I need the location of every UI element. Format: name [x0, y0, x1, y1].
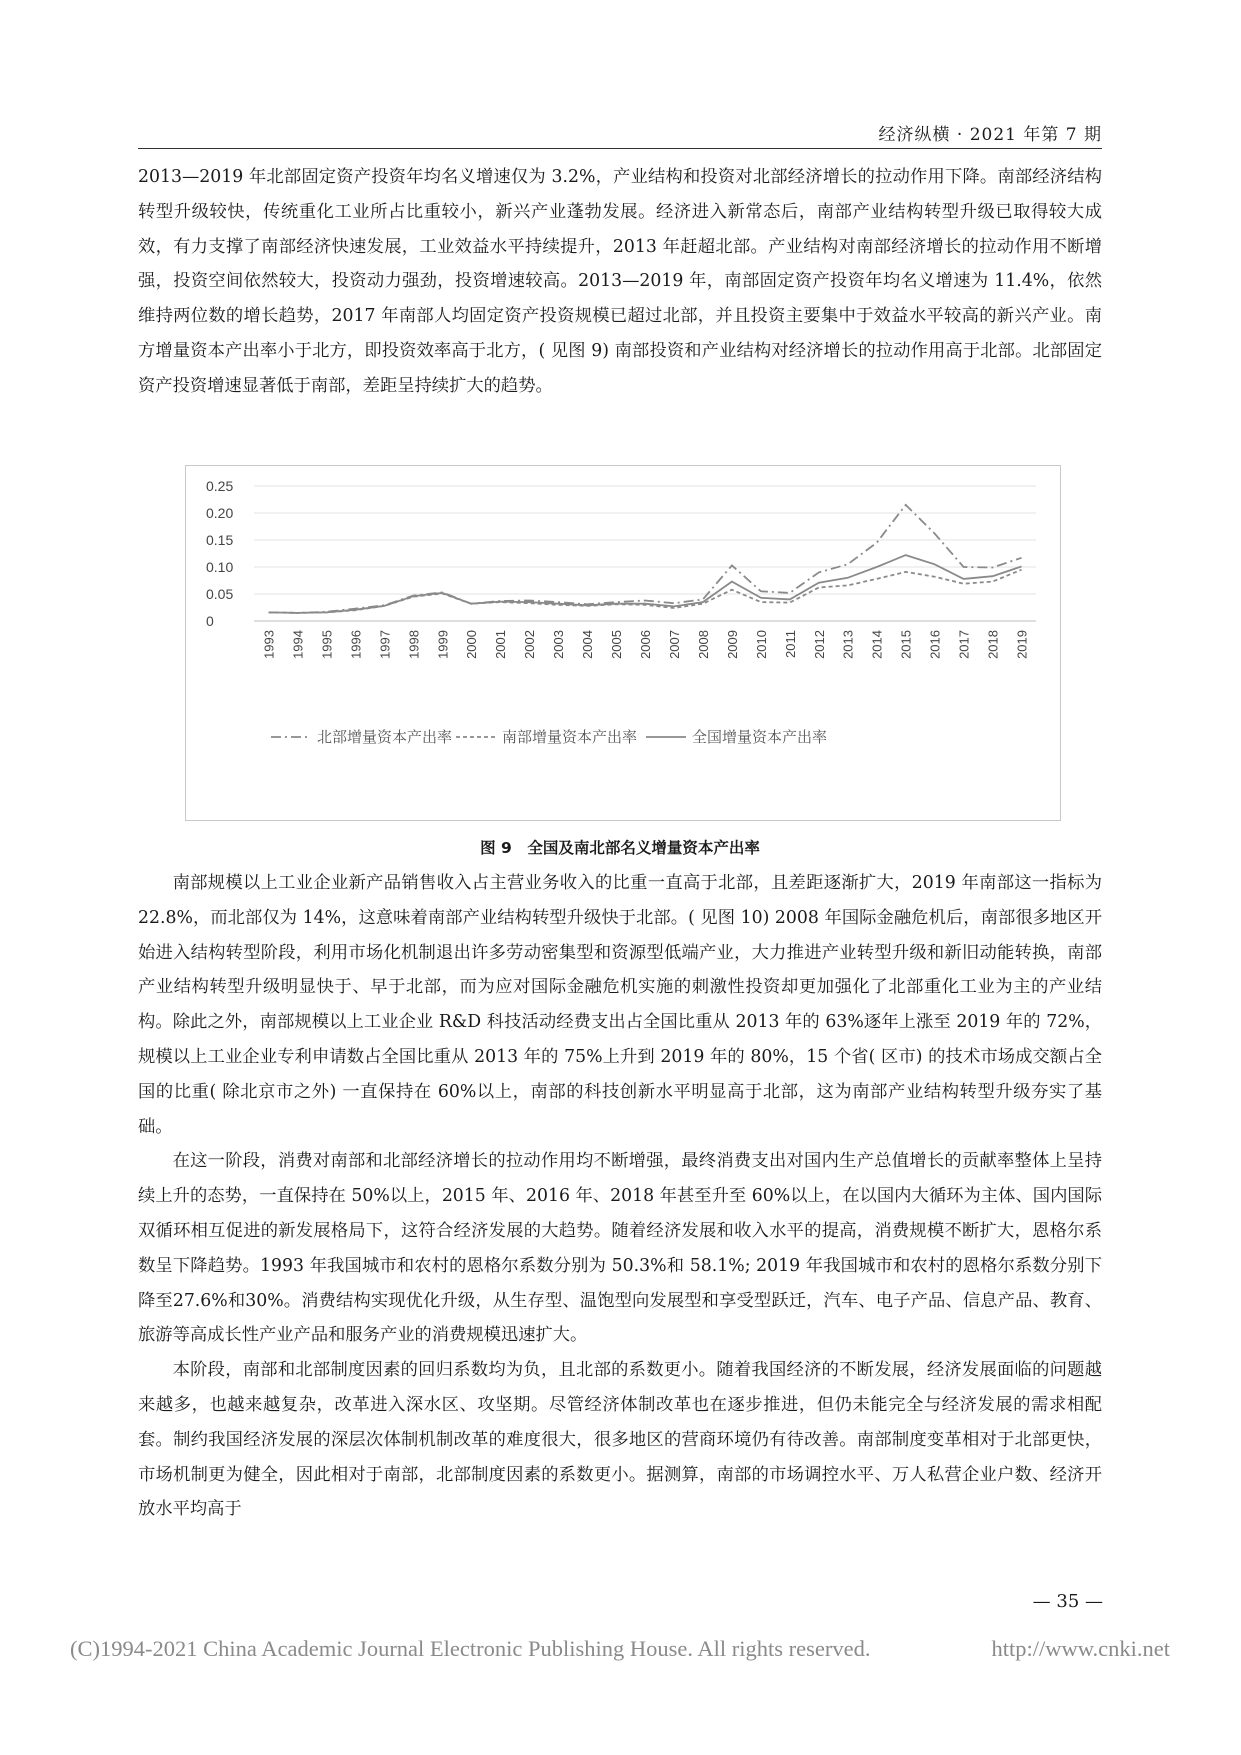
- y-tick-label: 0.25: [206, 478, 234, 494]
- legend-label: 全国增量资本产出率: [692, 729, 828, 746]
- x-tick-label: 1995: [319, 630, 335, 659]
- y-tick-label: 0.15: [206, 532, 234, 548]
- series-line-1: [269, 505, 1022, 613]
- x-axis-ticks: [261, 630, 1029, 659]
- x-tick-label: 2012: [811, 630, 827, 659]
- x-tick-label: 1993: [261, 630, 277, 659]
- page-header: [138, 108, 1102, 149]
- y-axis-ticks: [206, 478, 233, 629]
- paragraph: 2013—2019 年北部固定资产投资年均名义增速仅为 3.2%，产业结构和投资对北部经济增长的拉动作用下降。南部经济结构转型升级较快，传统重化工业所占比重较小，新兴产业蓬勃发展。经济进入新常态后，南部产业结构转型升级已取得较大成效，有力支撑了南部经济快速发展，工业效益水平持续提升，2013 年赶超北部。产业结构对南部经济增长的拉动作用不断增强，投资空间依然较大，投资动力强劲，投资增速较高。2013—2019 年，南部固定资产投资年均名义增速为 11.4%，依然维持两位数的增长趋势，2017 年南部人均固定资产投资规模已超过北部，并且投资主要集中于效益水平较高的新兴产业。南方增量资本产出率小于北方，即投资效率高于北方，( 见图 9) 南部投资和产业结构对经济增长的拉动作用高于北部。北部固定资产投资增速显著低于南部，差距呈持续扩大的趋势。: [138, 167, 1102, 396]
- footer-url: http://www.cnki.net: [991, 1636, 1170, 1661]
- x-tick-label: 2006: [638, 630, 653, 659]
- series-line-3: [269, 555, 1022, 613]
- x-tick-label: 2005: [609, 630, 625, 659]
- y-tick-label: 0.10: [206, 559, 234, 575]
- figure-9-chart: [185, 465, 1061, 821]
- journal-title: 经济纵横 · 2021 年第 7 期: [878, 125, 1102, 145]
- article-body-bottom: [138, 866, 1102, 1527]
- paragraph: 本阶段，南部和北部制度因素的回归系数均为负，且北部的系数更小。随着我国经济的不断发展，经济发展面临的问题越来越多，也越来越复杂，改革进入深水区、攻坚期。尽管经济体制改革也在逐步推进，但仍未能完全与经济发展的需求相配套。制约我国经济发展的深层次体制机制改革的难度很大，很多地区的营商环境仍有待改善。南部制度变革相对于北部更快，市场机制更为健全，因此相对于南部，北部制度因素的系数更小。据测算，南部的市场调控水平、万人私营企业户数、经济开放水平均高于: [138, 1360, 1102, 1520]
- chart-legend: [271, 729, 827, 746]
- x-tick-label: 2011: [782, 630, 798, 658]
- x-tick-label: 2000: [464, 630, 480, 659]
- x-tick-label: 2013: [840, 630, 856, 659]
- x-tick-label: 2019: [1014, 630, 1030, 659]
- x-tick-label: 2009: [724, 630, 740, 659]
- article-body-top: [138, 160, 1102, 404]
- x-tick-label: 2002: [522, 630, 538, 659]
- x-tick-label: 2001: [493, 630, 509, 659]
- x-tick-label: 2015: [898, 630, 914, 659]
- x-tick-label: 2018: [985, 630, 1001, 659]
- y-tick-label: 0: [206, 613, 214, 629]
- x-tick-label: 1996: [348, 630, 364, 659]
- paragraph: 在这一阶段，消费对南部和北部经济增长的拉动作用均不断增强，最终消费支出对国内生产总值增长的贡献率整体上呈持续上升的态势，一直保持在 50%以上，2015 年、2016 年、2018 年甚至升至 60%以上，在以国内大循环为主体、国内国际双循环相互促进的新发展格局下，这符合经济发展的大趋势。随着经济发展和收入水平的提高，消费规模不断扩大，恩格尔系数呈下降趋势。1993 年我国城市和农村的恩格尔系数分别为 50.3%和 58.1%; 2019 年我国城市和农村的恩格尔系数分别下降至27.6%和30%。消费结构实现优化升级，从生存型、温饱型向发展型和享受型跃迁，汽车、电子产品、信息产品、教育、旅游等高成长性产业产品和服务产业的消费规模迅速扩大。: [138, 1151, 1102, 1346]
- x-tick-label: 2017: [956, 630, 972, 659]
- x-tick-label: 2008: [695, 630, 711, 659]
- x-tick-label: 1998: [406, 630, 422, 659]
- figure-caption: 图 9 全国及南北部名义增量资本产出率: [480, 839, 760, 857]
- x-tick-label: 2007: [666, 630, 682, 659]
- x-tick-label: 2016: [927, 630, 943, 659]
- x-tick-label: 2004: [580, 630, 596, 659]
- x-tick-label: 2014: [869, 630, 885, 659]
- paragraph: 南部规模以上工业企业新产品销售收入占主营业务收入的比重一直高于北部，且差距逐渐扩大，2019 年南部这一指标为 22.8%，而北部仅为 14%，这意味着南部产业结构转型升级快于北部。( 见图 10) 2008 年国际金融危机后，南部很多地区开始进入结构转型阶段，利用市场化机制退出许多劳动密集型和资源型低端产业，大力推进产业转型升级和新旧动能转换，南部产业结构转型升级明显快于、早于北部，而为应对国际金融危机实施的刺激性投资却更加强化了北部重化工业为主的产业结构。除此之外，南部规模以上工业企业 R&D 科技活动经费支出占全国比重从 2013 年的 63%逐年上涨至 2019 年的 72%，规模以上工业企业专利申请数占全国比重从 2013 年的 75%上升到 2019 年的 80%，15 个省( 区市) 的技术市场成交额占全国的比重( 除北京市之外) 一直保持在 60%以上，南部的科技创新水平明显高于北部，这为南部产业结构转型升级夯实了基础。: [138, 873, 1102, 1137]
- copyright-text: (C)1994-2021 China Academic Journal Electronic Publishing House. All rights reserved.: [70, 1636, 871, 1661]
- y-tick-label: 0.05: [206, 586, 234, 602]
- x-tick-label: 2010: [753, 630, 769, 659]
- x-tick-label: 1997: [377, 630, 393, 659]
- y-tick-label: 0.20: [206, 505, 234, 521]
- chart-series: [269, 505, 1022, 613]
- x-tick-label: 1994: [290, 630, 306, 659]
- copyright-footer: [70, 1636, 1170, 1662]
- legend-label: 北部增量资本产出率: [317, 729, 453, 746]
- page-number: — 35 —: [1032, 1591, 1103, 1612]
- x-tick-label: 1999: [435, 630, 451, 659]
- x-tick-label: 2003: [551, 630, 567, 659]
- legend-label: 南部增量资本产出率: [502, 729, 638, 746]
- line-chart: [186, 466, 1060, 820]
